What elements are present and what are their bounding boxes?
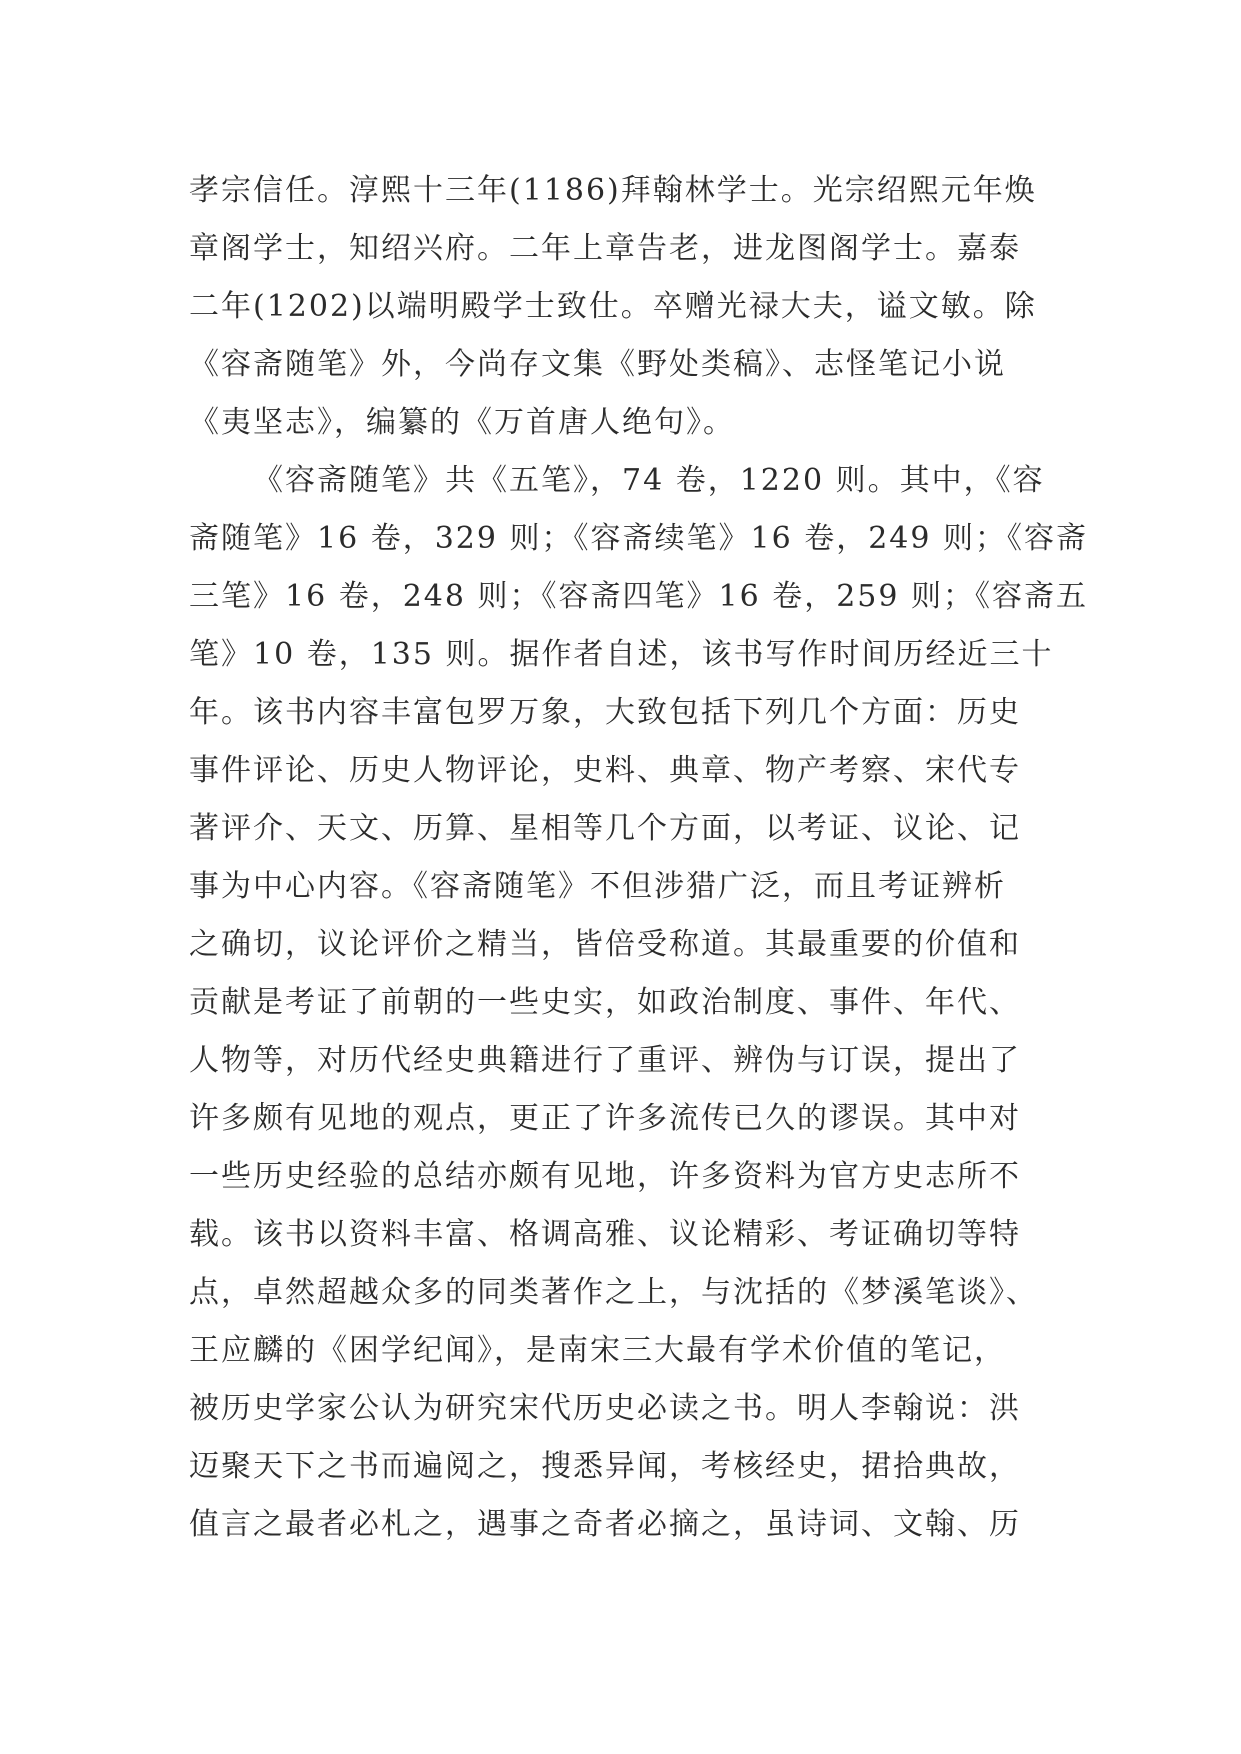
text-line: 王应麟的《困学纪闻》，是南宋三大最有学术价值的笔记，	[189, 1333, 1006, 1368]
text-line: 事件评论、历史人物评论，史料、典章、物产考察、宋代专	[189, 753, 1021, 788]
text-line: 斋随笔》16 卷，329 则；《容斋续笔》16 卷，249 则；《容斋	[189, 521, 1089, 556]
text-line: 载。该书以资料丰富、格调高雅、议论精彩、考证确切等特	[189, 1217, 1021, 1252]
text-line: 迈聚天下之书而遍阅之，搜悉异闻，考核经史，捃拾典故，	[189, 1449, 1021, 1484]
text-line: 一些历史经验的总结亦颇有见地，许多资料为官方史志所不	[189, 1159, 1021, 1194]
text-line: 之确切，议论评价之精当，皆倍受称道。其最重要的价值和	[189, 927, 1021, 962]
paragraph-2	[189, 452, 1089, 1554]
paragraph-1	[189, 162, 1069, 452]
text-line: 贡献是考证了前朝的一些史实，如政治制度、事件、年代、	[189, 985, 1021, 1020]
body-text	[189, 162, 1089, 1554]
text-line: 人物等，对历代经史典籍进行了重评、辨伪与订误，提出了	[189, 1043, 1021, 1078]
text-line: 值言之最者必札之，遇事之奇者必摘之，虽诗词、文翰、历	[189, 1507, 1021, 1542]
text-line: 事为中心内容。《容斋随笔》不但涉猎广泛，而且考证辨析	[189, 869, 1006, 904]
text-line: 《夷坚志》，编纂的《万首唐人绝句》。	[189, 405, 735, 440]
text-line: 三笔》16 卷，248 则；《容斋四笔》16 卷，259 则；《容斋五	[189, 579, 1089, 614]
text-line: 章阁学士，知绍兴府。二年上章告老，进龙图阁学士。嘉泰	[189, 231, 1021, 266]
text-line: 笔》10 卷，135 则。据作者自述，该书写作时间历经近三十	[189, 637, 1054, 672]
text-line: 被历史学家公认为研究宋代历史必读之书。明人李翰说：洪	[189, 1391, 1021, 1426]
text-line: 二年(1202)以端明殿学士致仕。卒赠光禄大夫，谥文敏。除	[189, 289, 1037, 324]
text-line: 年。该书内容丰富包罗万象，大致包括下列几个方面：历史	[189, 695, 1021, 730]
text-line: 《容斋随笔》共《五笔》，74 卷，1220 则。其中，《容	[253, 463, 1045, 498]
text-line: 《容斋随笔》外，今尚存文集《野处类稿》、志怪笔记小说	[189, 347, 1006, 382]
text-line: 点，卓然超越众多的同类著作之上，与沈括的《梦溪笔谈》、	[189, 1275, 1038, 1310]
text-line: 孝宗信任。淳熙十三年(1186)拜翰林学士。光宗绍熙元年焕	[189, 173, 1037, 208]
text-line: 著评介、天文、历算、星相等几个方面，以考证、议论、记	[189, 811, 1021, 846]
text-line: 许多颇有见地的观点，更正了许多流传已久的谬误。其中对	[189, 1101, 1021, 1136]
